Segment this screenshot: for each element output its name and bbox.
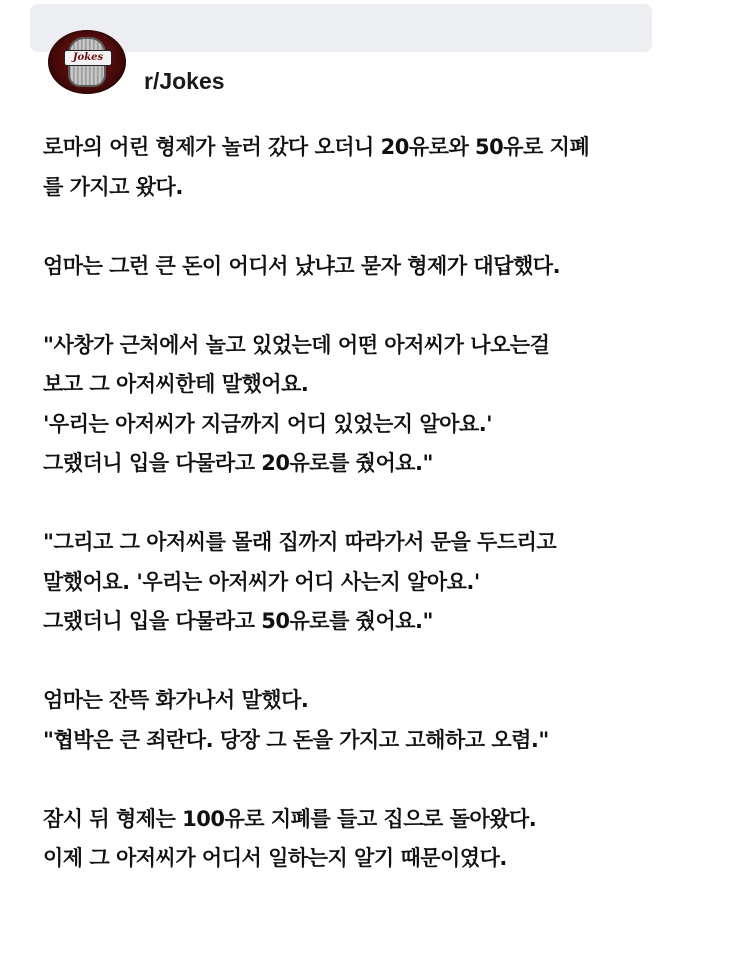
post-blank-line — [43, 484, 733, 524]
post-line: 엄마는 그런 큰 돈이 어디서 났냐고 묻자 형제가 대답했다. — [43, 253, 561, 278]
post-blank-line — [43, 760, 733, 800]
post-line: 잠시 뒤 형제는 100유로 지폐를 들고 집으로 돌아왔다. — [43, 806, 537, 831]
post-header — [48, 30, 225, 94]
post-line: 보고 그 아저씨한테 말했어요. — [43, 372, 309, 396]
post-body — [43, 128, 733, 879]
post-blank-line — [43, 286, 733, 326]
post-line: 를 가지고 왔다. — [43, 174, 183, 199]
post-line: 엄마는 잔뜩 화가나서 말했다. — [43, 688, 309, 712]
post-line: "협박은 큰 죄란다. 당장 그 돈을 가지고 고해하고 오렴." — [43, 727, 549, 752]
post-blank-line — [43, 642, 733, 682]
subreddit-avatar[interactable] — [48, 30, 126, 94]
post-line: "사창가 근처에서 놀고 있었는데 어떤 아저씨가 나오는걸 — [43, 332, 550, 357]
post-line: '우리는 아저씨가 지금까지 어디 있었는지 알아요.' — [43, 411, 493, 436]
post-line: 그랬더니 입을 다물라고 20유로를 줬어요." — [43, 451, 433, 475]
post-line: 이제 그 아저씨가 어디서 일하는지 알기 때문이였다. — [43, 846, 507, 870]
post-line: 그랬더니 입을 다물라고 50유로를 줬어요." — [43, 609, 433, 633]
post-blank-line — [43, 207, 733, 247]
post-line: 로마의 어린 형제가 놀러 갔다 오더니 20유로와 50유로 지폐 — [43, 135, 590, 159]
subreddit-name[interactable]: r/Jokes — [144, 68, 225, 94]
post-line: 말했어요. '우리는 아저씨가 어디 사는지 알아요.' — [43, 569, 480, 594]
post-line: "그리고 그 아저씨를 몰래 집까지 따라가서 문을 두드리고 — [43, 530, 557, 554]
avatar-logo-text: Jokes — [64, 50, 112, 66]
